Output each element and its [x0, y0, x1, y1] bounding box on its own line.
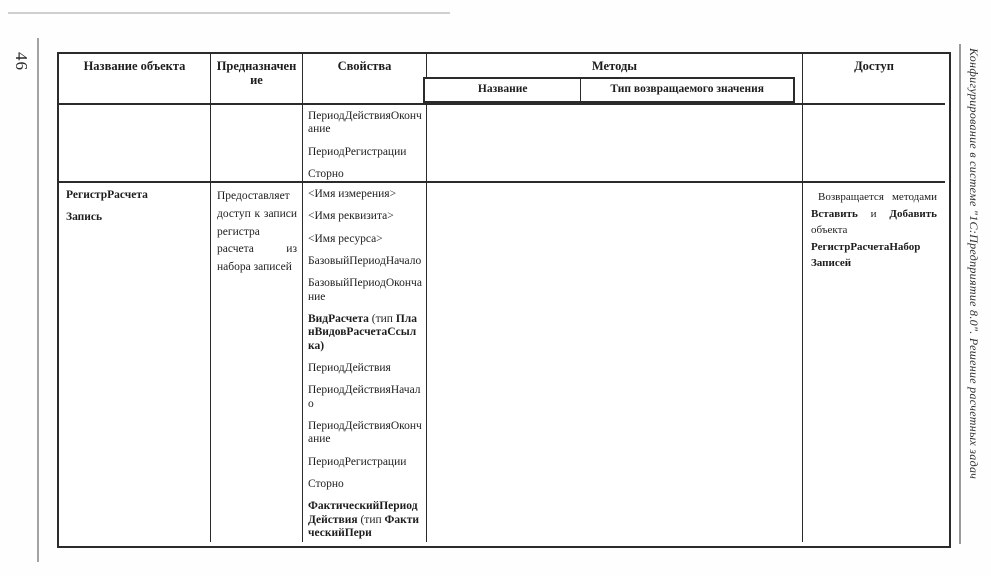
reference-table — [57, 52, 951, 548]
list-item: <Имя измерения> — [308, 188, 397, 200]
row1-purpose-cell — [211, 105, 303, 183]
header-methods — [427, 54, 803, 105]
list-item: РегистрРасчета — [66, 189, 148, 201]
list-item: ПериодДействияОкончание — [308, 110, 422, 136]
header-purpose: Предназначение — [211, 54, 303, 105]
list-item: ВидРасчета (тип ПланВидовРасчетаСсылка) — [308, 312, 417, 352]
list-item: ПериодДействияНачало — [308, 384, 421, 410]
right-margin-rule — [959, 44, 961, 544]
row2-object-name-cell — [59, 183, 211, 542]
header-access: Доступ — [803, 54, 945, 105]
list-item: Возвращается методами Вставить и Добавить объекта РегистрРасчетаНабор Записей — [811, 191, 937, 269]
left-margin-rule — [37, 38, 39, 562]
subheader-return-type: Тип возвращаемого значения — [610, 83, 764, 95]
list-item: ФактическийПериодДействия (тип ФактическийПери — [308, 500, 420, 539]
row2-properties-cell — [303, 183, 427, 542]
list-item: Сторно — [308, 477, 344, 490]
list-item: <Имя ресурса> — [308, 232, 383, 245]
running-title: Конфигурирование в системе "1С:Предприятие 8.0". Решение расчетных задач — [967, 48, 981, 480]
list-item: БазовыйПериодОкончание — [308, 277, 422, 303]
row1-methods-cell — [427, 105, 803, 183]
list-item: ПериодРегистрации — [308, 455, 407, 468]
row2-access-cell — [803, 183, 945, 542]
row1-access-cell — [803, 105, 945, 183]
row1-properties-cell — [303, 105, 427, 183]
methods-subheader-box — [423, 77, 795, 103]
list-item: Сторно — [308, 167, 344, 180]
row1-object-name-cell — [59, 105, 211, 183]
list-item: ПериодДействияОкончание — [308, 419, 422, 446]
header-properties: Свойства — [303, 54, 427, 105]
row2-methods-cell — [427, 183, 803, 542]
header-object-name: Название объекта — [59, 54, 211, 105]
list-item: БазовыйПериодНачало — [308, 254, 422, 267]
list-item: <Имя реквизита> — [308, 210, 394, 223]
list-item: ПериодДействия — [308, 361, 391, 374]
row2-purpose-cell: Предоставляет доступ к записи регистра расчета из набора записей — [211, 183, 303, 542]
list-item: Запись — [66, 210, 103, 223]
subheader-method-name: Название — [425, 79, 581, 101]
scan-artifact-line — [8, 12, 450, 14]
header-methods-label: Методы — [591, 59, 638, 73]
page-number: 46 — [12, 52, 31, 71]
list-item: ПериодРегистрации — [308, 145, 407, 158]
